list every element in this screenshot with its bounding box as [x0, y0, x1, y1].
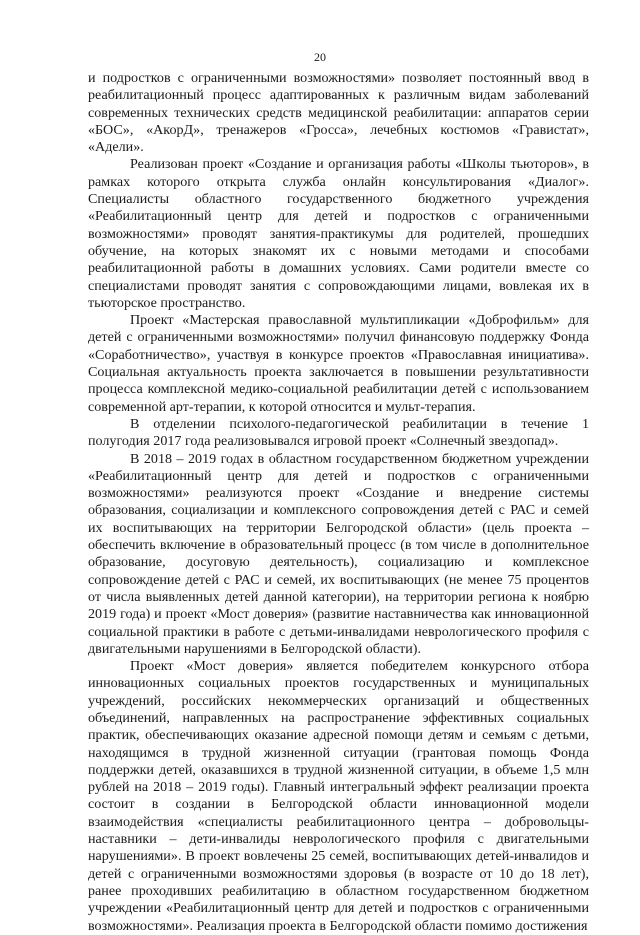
paragraph-sunny-starfall: В отделении психолого-педагогической реабилитации в течение 1 полугодия 2017 года реализовывался игровой проект «Солнечный звездопад». [88, 415, 589, 450]
paragraph-projects-2018-2019: В 2018 – 2019 годах в областном государственном бюджетном учреждении «Реабилитационный центр для детей и подростков с ограниченными возможностями» реализуются проект «Создание и внедрение системы образования, социализации и комплексного сопровождения детей с РАС и семей их воспитывающих на территории Белгородской области» (цель проекта – обеспечить включение в образовательный процесс (в том числе в дополнительное образование, досуговую деятельность), социализацию и комплексное сопровождение детей с РАС и семей, их воспитывающих (не менее 75 процентов от числа выявленных детей данной категории), на территории региона к ноябрю 2019 года) и проект «Мост доверия» (развитие наставничества как инновационной социальной практики в работе с детьми-инвалидами неврологического профиля с двигательными нарушениями в Белгородской области). [88, 450, 589, 657]
paragraph-tutor-school: Реализован проект «Создание и организация работы «Школы тьюторов», в рамках которого открыта служба онлайн консультирования «Диалог». Специалисты областного государственного бюджетного учреждения «Реабилитационный центр для детей и подростков с ограниченными возможностями» проводят занятия-практикумы для родителей, прошедших обучение, на которых знакомят их с новыми методами и способами реабилитационной работы в домашних условиях. Сами родители вместе со специалистами проводят занятия с сопровождающими лицами, вовлекая их в тьюторское пространство. [88, 156, 589, 311]
document-body [88, 70, 589, 935]
paragraph-bridge-of-trust: Проект «Мост доверия» является победителем конкурсного отбора инновационных социальных проектов государственных и муниципальных учреждений, российских некоммерческих организаций и общественных объединений, направленных на распространение эффективных социальных практик, обеспечивающих оказание адресной помощи детям и семьям с детьми, находящимся в трудной жизненной ситуации (грантовая помощь Фонда поддержки детей, оказавшихся в трудной жизненной ситуации, в объеме 1,5 млн рублей на 2018 – 2019 годы). Главный интегральный эффект реализации проекта состоит в создании в Белгородской области инновационной модели взаимодействия «специалисты реабилитационного центра – добровольцы-наставники – дети-инвалиды неврологического профиля с двигательными нарушениями». В проект вовлечены 25 семей, воспитывающих детей-инвалидов и детей с ограниченными возможностями здоровья (в возрасте от 10 до 18 лет), ранее проходивших реабилитацию в областном государственном бюджетном учреждении «Реабилитационный центр для детей и подростков с ограниченными возможностями». Реализация проекта в Белгородской области помимо достижения [88, 658, 589, 934]
page-number: 20 [314, 50, 326, 64]
paragraph-dobrofilm: Проект «Мастерская православной мультипликации «Доброфильм» для детей с ограниченными возможностями» получил финансовую поддержку Фонда «Соработничество», участвуя в конкурсе проектов «Православная инициатива». Социальная актуальность проекта заключается в повышении результативности процесса комплексной медико-социальной реабилитации детей с использованием современной арт-терапии, к которой относится и мульт-терапия. [88, 312, 589, 415]
paragraph-continuation: и подростков с ограниченными возможностями» позволяет постоянный ввод в реабилитационный процесс адаптированных к различным видам заболеваний современных технических средств медицинской реабилитации: аппаратов серии «БОС», «АкорД», тренажеров «Гросса», лечебных костюмов «Гравистат», «Адели». [88, 70, 589, 156]
